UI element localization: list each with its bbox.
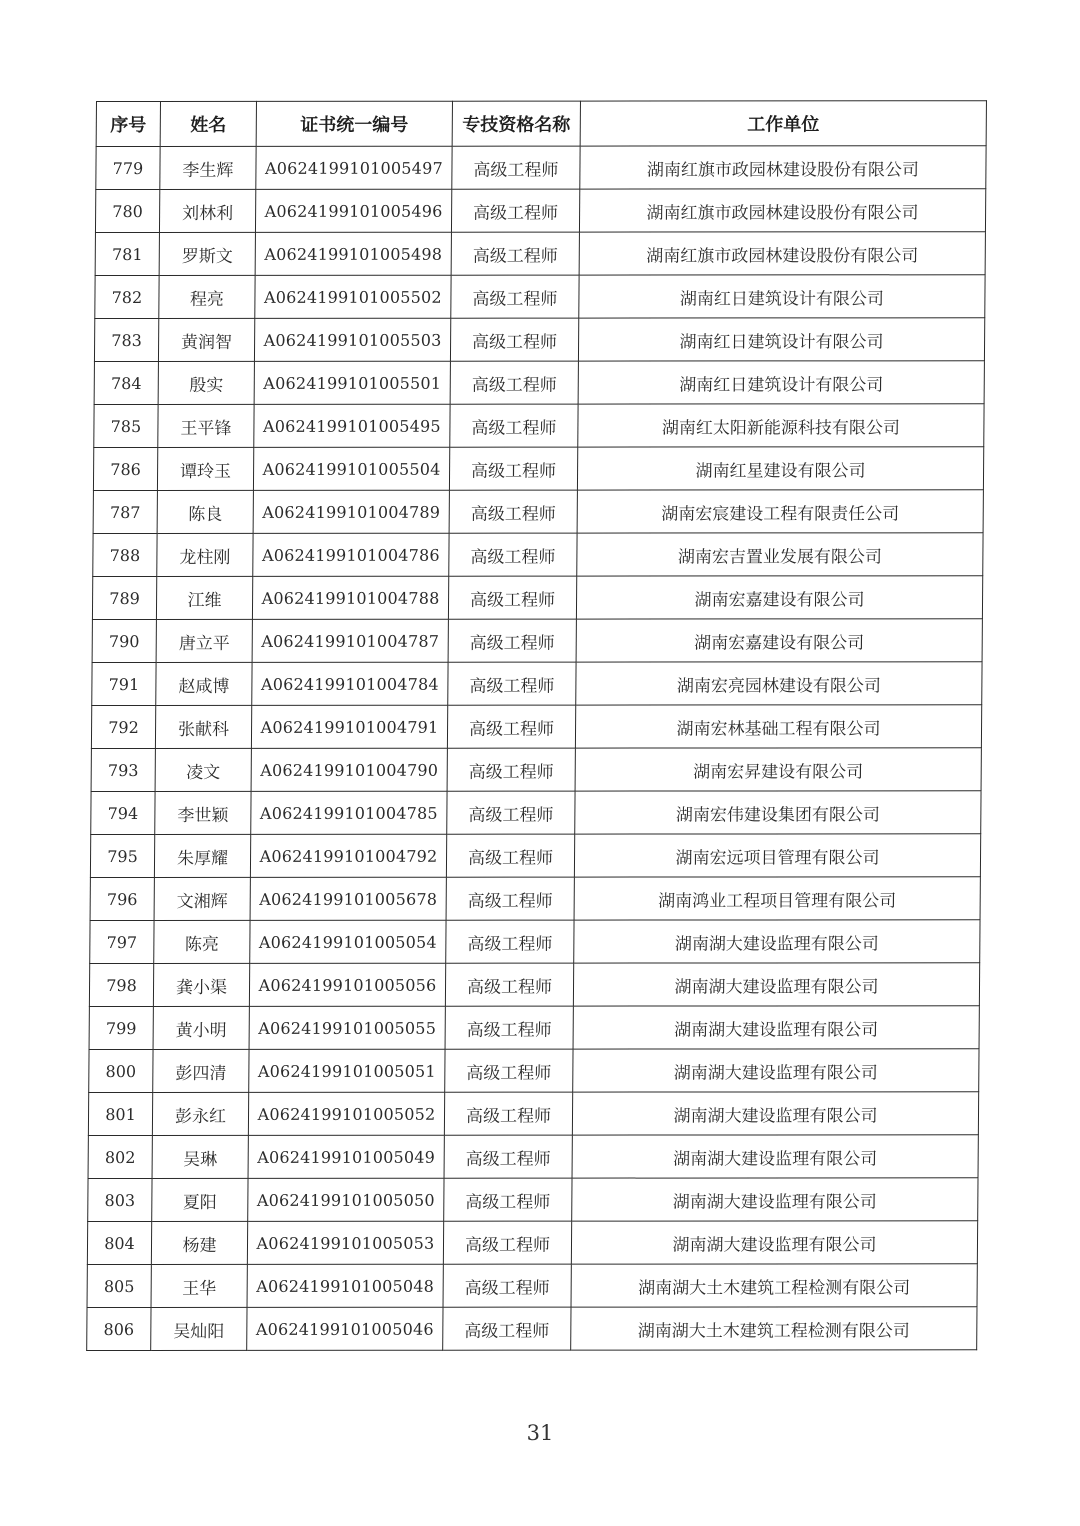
table-row <box>91 748 981 792</box>
cell-certificate-number: A0624199101005046 <box>247 1307 443 1350</box>
table-row <box>93 533 983 577</box>
cell-work-unit: 湖南红星建设有限公司 <box>577 447 983 490</box>
cell-serial-no: 794 <box>91 791 155 834</box>
cell-certificate-number: A0624199101005051 <box>249 1049 445 1092</box>
table-row <box>88 1178 978 1222</box>
cell-work-unit: 湖南宏昇建设有限公司 <box>575 748 981 791</box>
cell-work-unit: 湖南红日建筑设计有限公司 <box>578 318 984 361</box>
cell-qualification-title: 高级工程师 <box>444 1092 572 1135</box>
cell-qualification-title: 高级工程师 <box>451 275 579 318</box>
cell-qualification-title: 高级工程师 <box>450 318 578 361</box>
cell-name: 李世颖 <box>155 791 251 834</box>
cell-name: 文湘辉 <box>154 877 250 920</box>
cell-certificate-number: A0624199101005498 <box>255 232 451 275</box>
cell-work-unit: 湖南宏嘉建设有限公司 <box>576 576 982 619</box>
cell-work-unit: 湖南湖大建设监理有限公司 <box>572 1178 978 1221</box>
cell-work-unit: 湖南湖大土木建筑工程检测有限公司 <box>571 1264 977 1307</box>
cell-certificate-number: A0624199101004786 <box>253 533 449 576</box>
cell-work-unit: 湖南红太阳新能源科技有限公司 <box>578 404 984 447</box>
cell-work-unit: 湖南宏宸建设工程有限责任公司 <box>577 490 983 533</box>
cell-serial-no: 801 <box>88 1092 152 1135</box>
cell-certificate-number: A0624199101005501 <box>254 361 450 404</box>
cell-work-unit: 湖南宏嘉建设有限公司 <box>576 619 982 662</box>
cell-name: 龚小渠 <box>153 963 249 1006</box>
cell-work-unit: 湖南红旗市政园林建设股份有限公司 <box>579 232 985 275</box>
cell-serial-no: 788 <box>93 533 157 576</box>
cell-name: 朱厚耀 <box>154 834 250 877</box>
table-row <box>92 662 982 706</box>
cell-qualification-title: 高级工程师 <box>447 748 575 791</box>
cell-certificate-number: A0624199101004789 <box>253 490 449 533</box>
header-certificate-number: 证书统一编号 <box>256 101 452 146</box>
table-row <box>89 1049 979 1093</box>
cell-qualification-title: 高级工程师 <box>447 791 575 834</box>
cell-name: 吴灿阳 <box>151 1307 247 1350</box>
cell-work-unit: 湖南湖大建设监理有限公司 <box>571 1221 977 1264</box>
cell-qualification-title: 高级工程师 <box>449 447 577 490</box>
cell-serial-no: 780 <box>95 189 159 232</box>
cell-work-unit: 湖南宏林基础工程有限公司 <box>575 705 981 748</box>
cell-certificate-number: A0624199101005055 <box>249 1006 445 1049</box>
table-row <box>95 232 985 276</box>
table-row <box>93 447 983 491</box>
cell-name: 彭四清 <box>153 1049 249 1092</box>
table-row <box>89 1006 979 1050</box>
table-row <box>89 963 979 1007</box>
cell-qualification-title: 高级工程师 <box>450 361 578 404</box>
cell-work-unit: 湖南湖大建设监理有限公司 <box>574 920 980 963</box>
cell-certificate-number: A0624199101005054 <box>250 920 446 963</box>
cell-name: 黄小明 <box>153 1006 249 1049</box>
cell-work-unit: 湖南宏亮园林建设有限公司 <box>576 662 982 705</box>
cell-work-unit: 湖南宏远项目管理有限公司 <box>574 834 980 877</box>
cell-qualification-title: 高级工程师 <box>443 1264 571 1307</box>
cell-certificate-number: A0624199101005503 <box>254 318 450 361</box>
cell-work-unit: 湖南红日建筑设计有限公司 <box>579 275 985 318</box>
cell-qualification-title: 高级工程师 <box>448 662 576 705</box>
cell-certificate-number: A0624199101005496 <box>255 189 451 232</box>
cell-certificate-number: A0624199101004788 <box>252 576 448 619</box>
cell-name: 杨建 <box>151 1221 247 1264</box>
cell-serial-no: 790 <box>92 619 156 662</box>
table-row <box>92 619 982 663</box>
cell-qualification-title: 高级工程师 <box>445 1049 573 1092</box>
cell-name: 罗斯文 <box>159 232 255 275</box>
cell-qualification-title: 高级工程师 <box>448 619 576 662</box>
cell-qualification-title: 高级工程师 <box>446 834 574 877</box>
cell-name: 张献科 <box>155 705 251 748</box>
cell-name: 夏阳 <box>152 1178 248 1221</box>
cell-serial-no: 792 <box>91 705 155 748</box>
cell-serial-no: 804 <box>87 1221 151 1264</box>
cell-certificate-number: A0624199101004792 <box>250 834 446 877</box>
table-row <box>90 834 980 878</box>
table-row <box>90 920 980 964</box>
cell-qualification-title: 高级工程师 <box>452 146 580 189</box>
cell-qualification-title: 高级工程师 <box>449 490 577 533</box>
cell-certificate-number: A0624199101005052 <box>248 1092 444 1135</box>
cell-serial-no: 787 <box>93 490 157 533</box>
cell-work-unit: 湖南湖大建设监理有限公司 <box>572 1092 978 1135</box>
cell-certificate-number: A0624199101005502 <box>255 275 451 318</box>
header-work-unit: 工作单位 <box>580 101 986 146</box>
page-number: 31 <box>526 1421 554 1445</box>
table-row <box>90 877 980 921</box>
cell-certificate-number: A0624199101004787 <box>252 619 448 662</box>
roster-sheet <box>86 100 986 1351</box>
cell-certificate-number: A0624199101004784 <box>252 662 448 705</box>
cell-name: 江维 <box>156 576 252 619</box>
cell-qualification-title: 高级工程师 <box>444 1178 572 1221</box>
cell-certificate-number: A0624199101005048 <box>247 1264 443 1307</box>
cell-certificate-number: A0624199101005678 <box>250 877 446 920</box>
cell-name: 谭玲玉 <box>157 447 253 490</box>
cell-name: 吴琳 <box>152 1135 248 1178</box>
table-header-row <box>96 101 986 147</box>
cell-work-unit: 湖南红旗市政园林建设股份有限公司 <box>579 189 985 232</box>
cell-qualification-title: 高级工程师 <box>447 705 575 748</box>
cell-name: 赵咸博 <box>156 662 252 705</box>
cell-name: 黄润智 <box>158 318 254 361</box>
cell-certificate-number: A0624199101005049 <box>248 1135 444 1178</box>
cell-serial-no: 793 <box>91 748 155 791</box>
cell-work-unit: 湖南红日建筑设计有限公司 <box>578 361 984 404</box>
cell-qualification-title: 高级工程师 <box>451 232 579 275</box>
cell-qualification-title: 高级工程师 <box>450 404 578 447</box>
cell-serial-no: 796 <box>90 877 154 920</box>
cell-qualification-title: 高级工程师 <box>451 189 579 232</box>
table-body <box>87 146 986 1351</box>
cell-work-unit: 湖南湖大土木建筑工程检测有限公司 <box>571 1307 977 1350</box>
table-row <box>95 275 985 319</box>
certificate-roster-table <box>86 100 987 1351</box>
cell-serial-no: 803 <box>88 1178 152 1221</box>
cell-qualification-title: 高级工程师 <box>445 963 573 1006</box>
cell-serial-no: 806 <box>87 1307 151 1350</box>
cell-serial-no: 779 <box>96 146 160 189</box>
cell-serial-no: 799 <box>89 1006 153 1049</box>
table-row <box>96 146 986 190</box>
cell-name: 殷实 <box>158 361 254 404</box>
table-row <box>91 791 981 835</box>
cell-certificate-number: A0624199101005504 <box>253 447 449 490</box>
table-row <box>91 705 981 749</box>
cell-work-unit: 湖南湖大建设监理有限公司 <box>573 963 979 1006</box>
cell-name: 彭永红 <box>152 1092 248 1135</box>
cell-name: 程亮 <box>159 275 255 318</box>
cell-name: 陈良 <box>157 490 253 533</box>
cell-serial-no: 783 <box>94 318 158 361</box>
cell-serial-no: 789 <box>92 576 156 619</box>
table-row <box>88 1092 978 1136</box>
cell-serial-no: 800 <box>89 1049 153 1092</box>
table-row <box>88 1135 978 1179</box>
table-row <box>94 361 984 405</box>
table-row <box>92 576 982 620</box>
cell-serial-no: 795 <box>90 834 154 877</box>
table-row <box>93 490 983 534</box>
cell-work-unit: 湖南湖大建设监理有限公司 <box>573 1049 979 1092</box>
table-row <box>87 1221 977 1265</box>
cell-work-unit: 湖南湖大建设监理有限公司 <box>573 1006 979 1049</box>
cell-qualification-title: 高级工程师 <box>449 533 577 576</box>
header-name: 姓名 <box>160 101 256 146</box>
cell-qualification-title: 高级工程师 <box>446 877 574 920</box>
cell-certificate-number: A0624199101005053 <box>247 1221 443 1264</box>
cell-certificate-number: A0624199101005050 <box>248 1178 444 1221</box>
cell-qualification-title: 高级工程师 <box>445 1006 573 1049</box>
cell-certificate-number: A0624199101004791 <box>251 705 447 748</box>
table-row <box>95 189 985 233</box>
cell-serial-no: 797 <box>90 920 154 963</box>
cell-name: 刘林利 <box>159 189 255 232</box>
table-row <box>87 1307 977 1351</box>
cell-serial-no: 798 <box>89 963 153 1006</box>
cell-certificate-number: A0624199101005056 <box>249 963 445 1006</box>
cell-name: 唐立平 <box>156 619 252 662</box>
cell-name: 龙柱刚 <box>157 533 253 576</box>
cell-name: 李生辉 <box>160 146 256 189</box>
cell-qualification-title: 高级工程师 <box>448 576 576 619</box>
cell-name: 陈亮 <box>154 920 250 963</box>
cell-serial-no: 805 <box>87 1264 151 1307</box>
cell-serial-no: 782 <box>95 275 159 318</box>
cell-work-unit: 湖南湖大建设监理有限公司 <box>572 1135 978 1178</box>
cell-serial-no: 785 <box>94 404 158 447</box>
cell-certificate-number: A0624199101005497 <box>256 146 452 189</box>
cell-certificate-number: A0624199101005495 <box>254 404 450 447</box>
cell-serial-no: 802 <box>88 1135 152 1178</box>
table-row <box>87 1264 977 1308</box>
cell-work-unit: 湖南宏伟建设集团有限公司 <box>575 791 981 834</box>
cell-certificate-number: A0624199101004785 <box>251 791 447 834</box>
cell-work-unit: 湖南宏吉置业发展有限公司 <box>577 533 983 576</box>
table-row <box>94 318 984 362</box>
cell-serial-no: 781 <box>95 232 159 275</box>
cell-work-unit: 湖南红旗市政园林建设股份有限公司 <box>580 146 986 189</box>
table-row <box>94 404 984 448</box>
header-serial-no: 序号 <box>96 101 160 146</box>
cell-serial-no: 791 <box>92 662 156 705</box>
cell-qualification-title: 高级工程师 <box>444 1135 572 1178</box>
cell-name: 王华 <box>151 1264 247 1307</box>
cell-name: 王平锋 <box>158 404 254 447</box>
cell-serial-no: 786 <box>93 447 157 490</box>
cell-certificate-number: A0624199101004790 <box>251 748 447 791</box>
cell-qualification-title: 高级工程师 <box>446 920 574 963</box>
cell-work-unit: 湖南鸿业工程项目管理有限公司 <box>574 877 980 920</box>
cell-name: 凌文 <box>155 748 251 791</box>
header-qualification-title: 专技资格名称 <box>452 101 580 146</box>
cell-qualification-title: 高级工程师 <box>443 1307 571 1350</box>
cell-serial-no: 784 <box>94 361 158 404</box>
cell-qualification-title: 高级工程师 <box>443 1221 571 1264</box>
